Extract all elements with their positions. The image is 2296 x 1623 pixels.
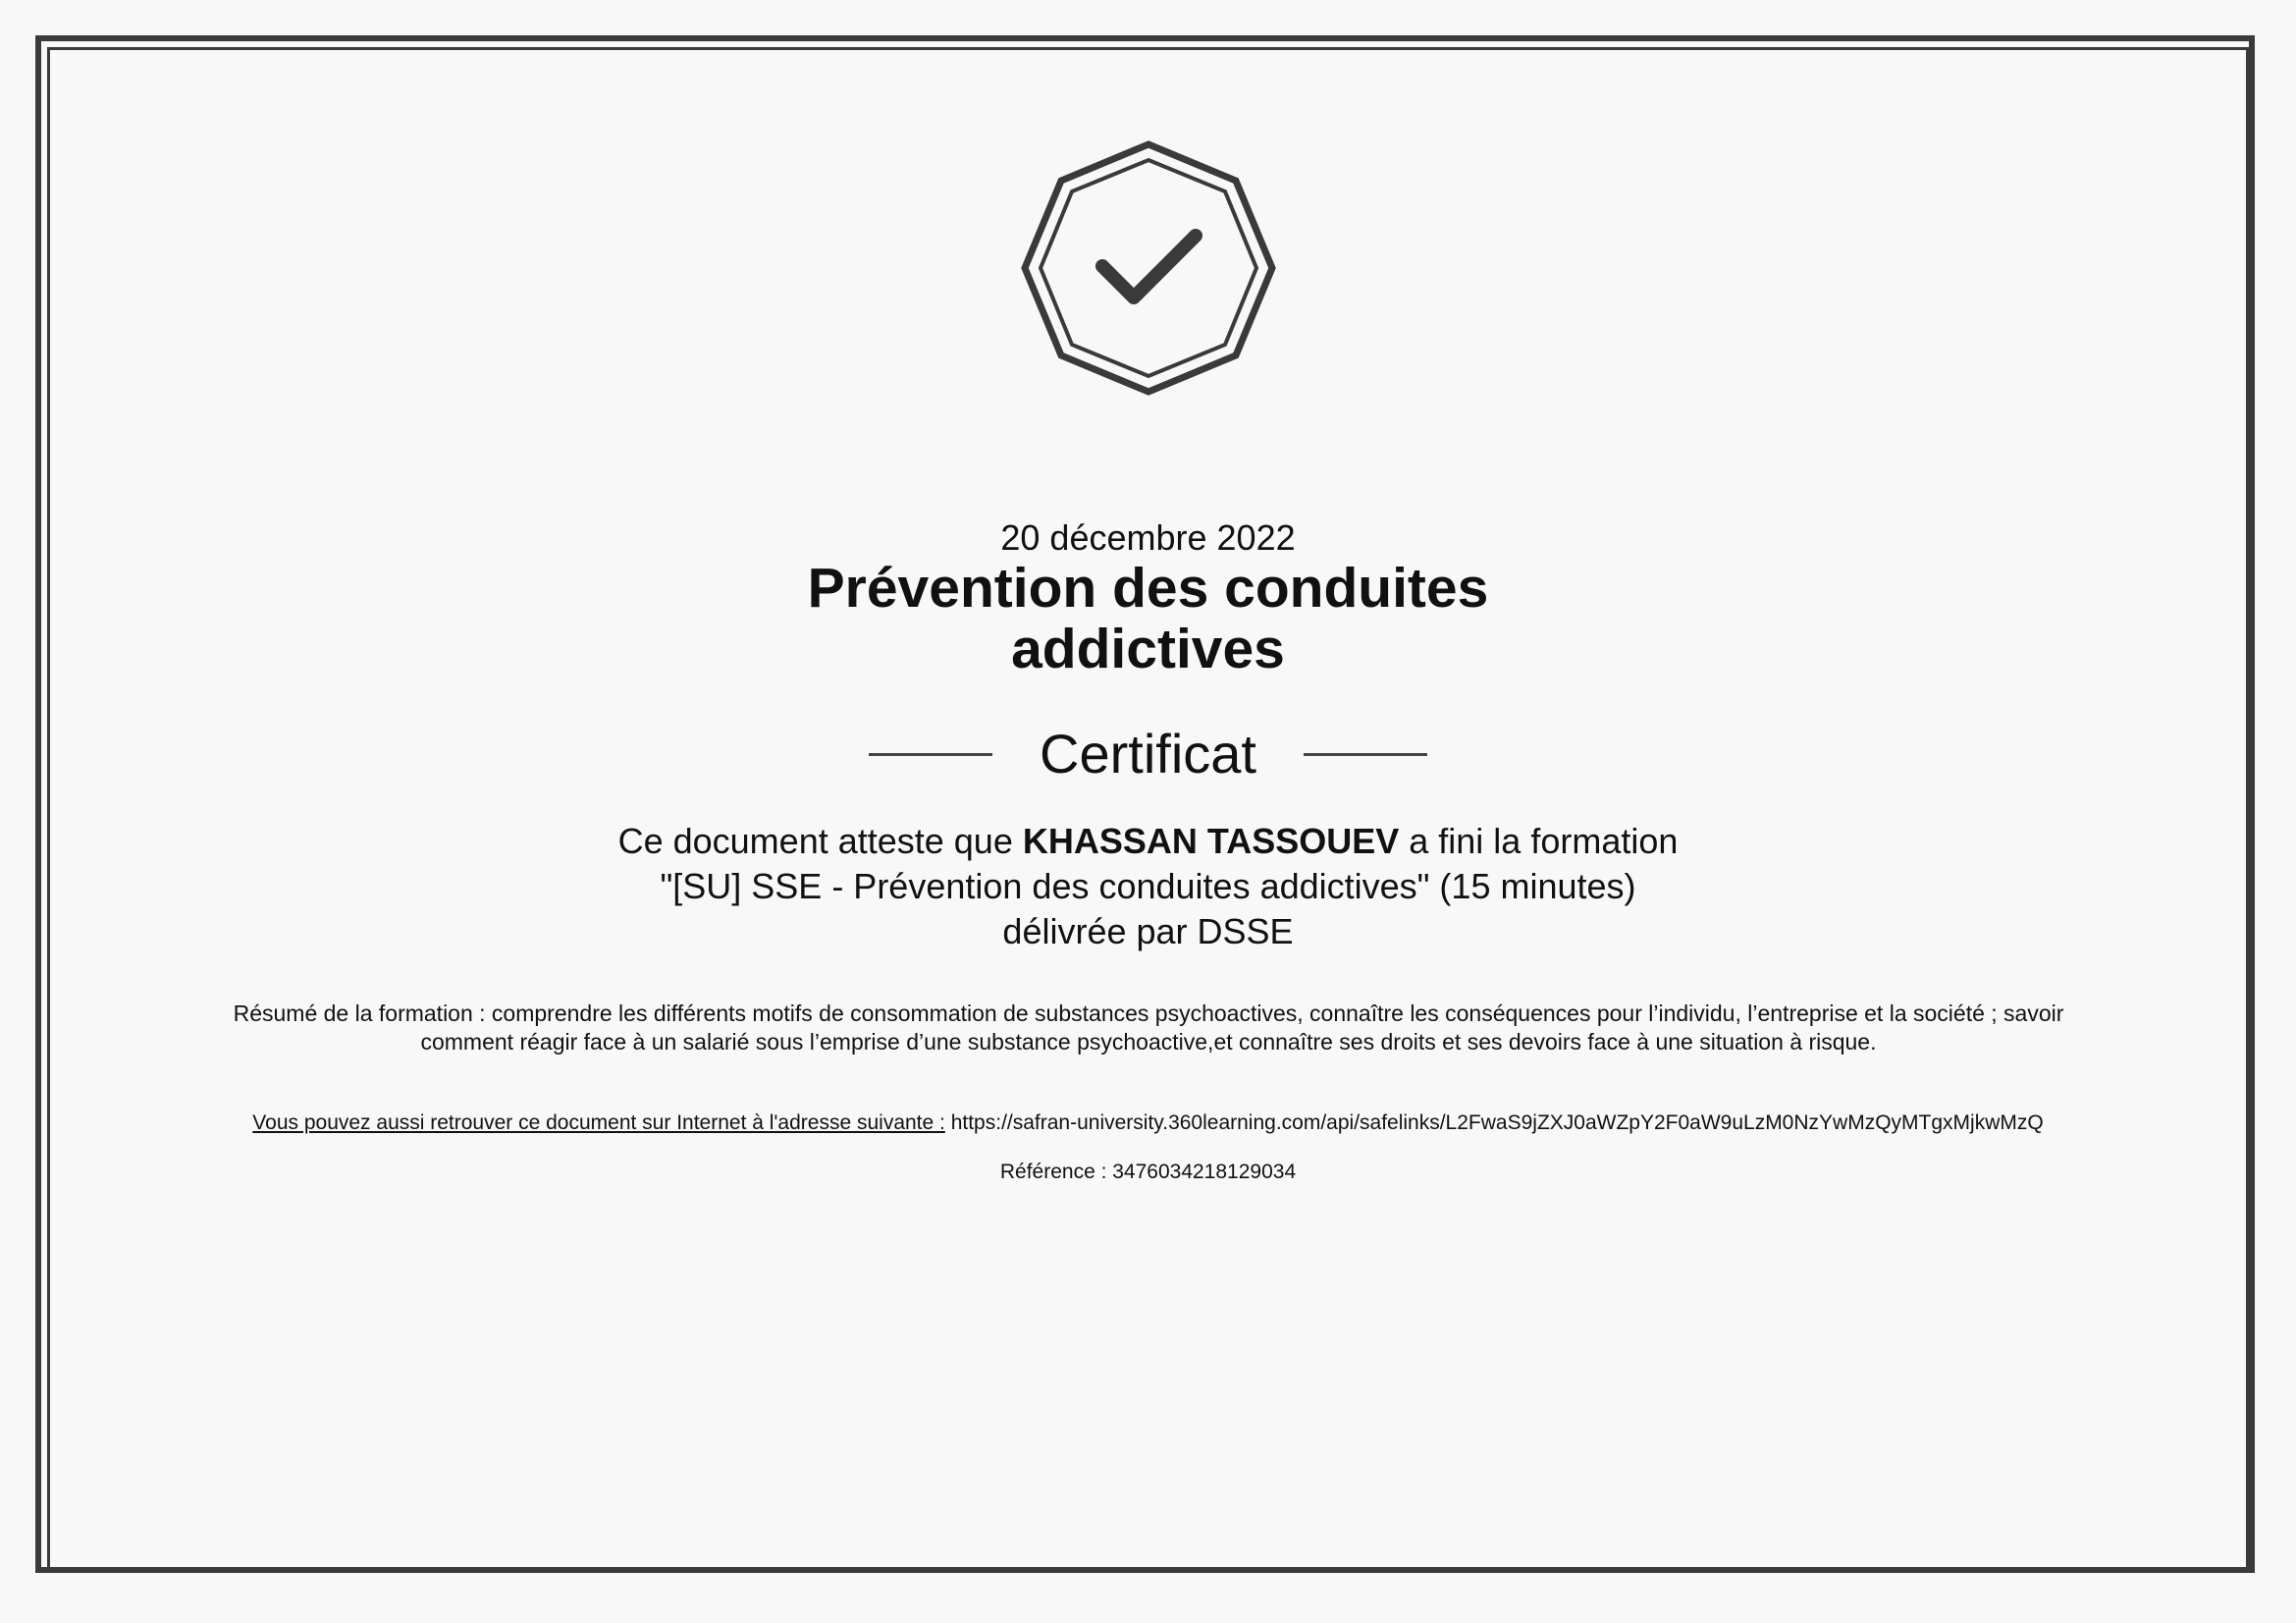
course-summary: Résumé de la formation : comprendre les différents motifs de consommation de substances psychoactives, connaître les conséquences pour l’individu, l’entreprise et la société ; savoir comment réagir face à un salarié sous l’emprise d’une substance psychoactive,et connaître ses droits et ses devoirs face à une situation à risque. — [233, 1001, 2064, 1055]
attestation-text — [0, 819, 2296, 954]
attestation-line1 — [0, 819, 2296, 864]
course-full-name: "[SU] SSE - Prévention des conduites addictives" (15 minutes) — [660, 866, 1636, 906]
certificate-heading — [0, 720, 2296, 788]
course-title — [0, 558, 2296, 679]
course-title-line1: Prévention des conduites — [807, 557, 1489, 620]
right-divider — [1304, 753, 1427, 756]
left-divider — [869, 753, 992, 756]
learner-name: KHASSAN TASSOUEV — [1022, 821, 1400, 861]
certificate-url[interactable]: https://safran-university.360learning.com/api/safelinks/L2FwaS9jZXJ0aWZpY2F0aW9uLzM0NzYwMzQyMTgxMjkwMzQ — [950, 1111, 2044, 1134]
online-link-line — [0, 1109, 2296, 1137]
certificate-label: Certificat — [1040, 723, 1256, 784]
certificate-date: 20 décembre 2022 — [1000, 517, 1296, 558]
course-title-line2: addictives — [1011, 618, 1285, 680]
attest-prefix: Ce document atteste que — [617, 821, 1023, 861]
delivered-by: délivrée par DSSE — [1002, 911, 1294, 951]
link-label: Vous pouvez aussi retrouver ce document sur Internet à l'adresse suivante : — [252, 1111, 945, 1134]
checkmark-seal-icon — [1021, 140, 1276, 396]
reference-number: Référence : 3476034218129034 — [999, 1161, 1297, 1183]
attest-suffix: a fini la formation — [1399, 821, 1679, 861]
